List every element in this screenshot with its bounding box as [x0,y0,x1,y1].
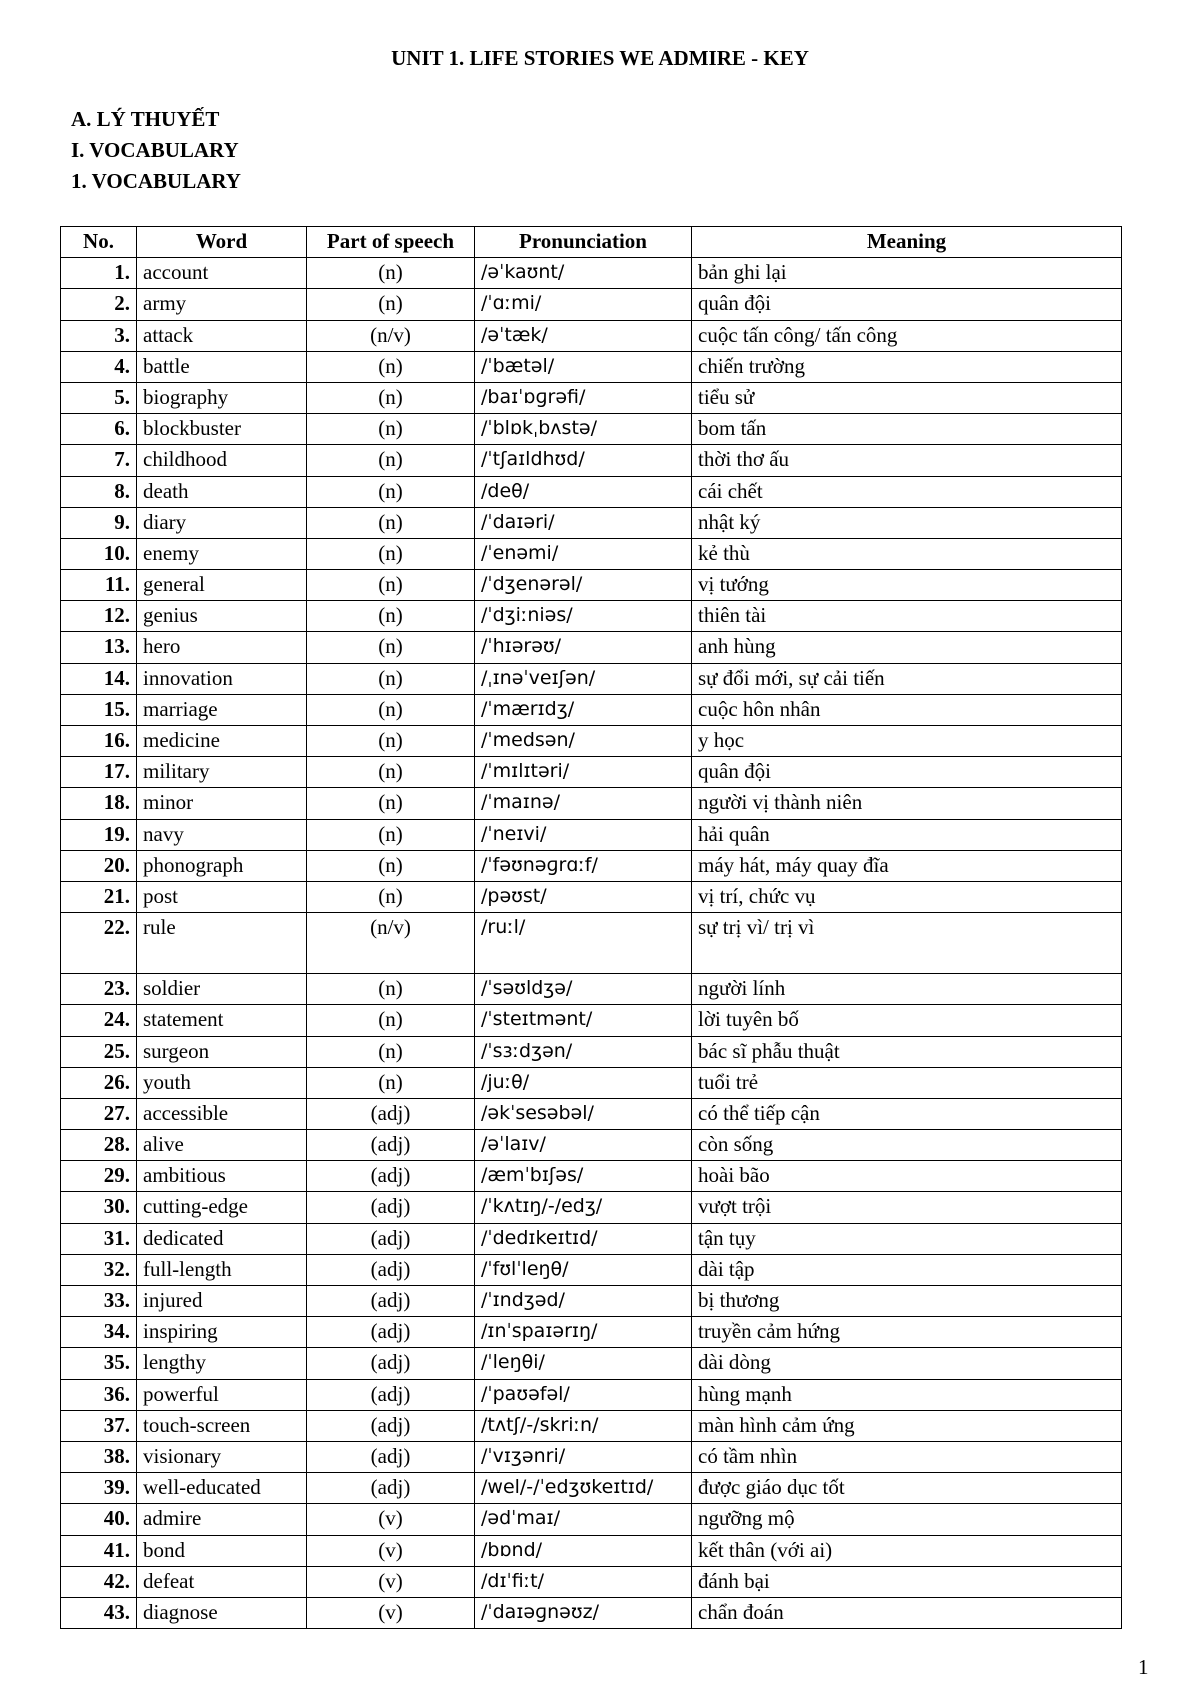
pronunciation-cell: /ˈenəmi/ [475,538,692,569]
row-number: 3. [61,320,137,351]
part-of-speech-cell: (adj) [307,1473,475,1504]
part-of-speech-cell: (n) [307,757,475,788]
page-title: UNIT 1. LIFE STORIES WE ADMIRE - KEY [391,46,809,70]
header-part-of-speech: Part of speech [307,227,475,258]
word-cell: lengthy [137,1348,307,1379]
part-of-speech-cell: (n) [307,570,475,601]
row-number: 43. [61,1597,137,1628]
pronunciation-cell: /ˈdʒiːniəs/ [475,601,692,632]
part-of-speech-cell: (n) [307,414,475,445]
meaning-cell: đánh bại [692,1566,1122,1597]
pronunciation-cell: /ruːl/ [475,913,692,974]
row-number: 27. [61,1098,137,1129]
word-cell: general [137,570,307,601]
meaning-cell: cuộc tấn công/ tấn công [692,320,1122,351]
row-number: 12. [61,601,137,632]
pronunciation-cell: /ˈsɜːdʒən/ [475,1036,692,1067]
pronunciation-cell: /ˈfəʊnəɡrɑːf/ [475,850,692,881]
row-number: 15. [61,694,137,725]
meaning-cell: vị trí, chức vụ [692,881,1122,912]
row-number: 19. [61,819,137,850]
part-of-speech-cell: (adj) [307,1130,475,1161]
row-number: 8. [61,476,137,507]
section-heading-theory: A. LÝ THUYẾT [71,107,220,131]
table-row [61,507,1122,538]
table-row [61,1441,1122,1472]
meaning-cell: vị tướng [692,570,1122,601]
part-of-speech-cell: (adj) [307,1223,475,1254]
pronunciation-cell: /dɪˈfiːt/ [475,1566,692,1597]
part-of-speech-cell: (n) [307,850,475,881]
pronunciation-cell: /ədˈmaɪ/ [475,1504,692,1535]
part-of-speech-cell: (n) [307,788,475,819]
meaning-cell: quân đội [692,289,1122,320]
row-number: 7. [61,445,137,476]
word-cell: phonograph [137,850,307,881]
word-cell: surgeon [137,1036,307,1067]
meaning-cell: bác sĩ phẫu thuật [692,1036,1122,1067]
part-of-speech-cell: (n) [307,1067,475,1098]
part-of-speech-cell: (n) [307,289,475,320]
word-cell: navy [137,819,307,850]
pronunciation-cell: /ˈpaʊəfəl/ [475,1379,692,1410]
meaning-cell: kẻ thù [692,538,1122,569]
pronunciation-cell: /ˈhɪərəʊ/ [475,632,692,663]
pronunciation-cell: /ˈdaɪəri/ [475,507,692,538]
table-row [61,1098,1122,1129]
row-number: 38. [61,1441,137,1472]
word-cell: statement [137,1005,307,1036]
section-heading-vocabulary: I. VOCABULARY [71,138,239,162]
pronunciation-cell: /ˌɪnəˈveɪʃən/ [475,663,692,694]
row-number: 34. [61,1317,137,1348]
meaning-cell: bom tấn [692,414,1122,445]
word-cell: genius [137,601,307,632]
row-number: 1. [61,258,137,289]
vocabulary-table [60,226,1122,1629]
word-cell: army [137,289,307,320]
meaning-cell: hoài bão [692,1161,1122,1192]
pronunciation-cell: /pəʊst/ [475,881,692,912]
pronunciation-cell: /bɒnd/ [475,1535,692,1566]
row-number: 28. [61,1130,137,1161]
pronunciation-cell: /ˈdʒenərəl/ [475,570,692,601]
table-row [61,445,1122,476]
part-of-speech-cell: (n) [307,974,475,1005]
pronunciation-cell: /ˈbætəl/ [475,351,692,382]
row-number: 24. [61,1005,137,1036]
pronunciation-cell: /ˈdaɪəɡnəʊz/ [475,1597,692,1628]
word-cell: post [137,881,307,912]
table-row [61,974,1122,1005]
word-cell: soldier [137,974,307,1005]
word-cell: full-length [137,1254,307,1285]
table-row [61,1535,1122,1566]
meaning-cell: tiểu sử [692,382,1122,413]
part-of-speech-cell: (adj) [307,1379,475,1410]
pronunciation-cell: /juːθ/ [475,1067,692,1098]
meaning-cell: ngưỡng mộ [692,1504,1122,1535]
word-cell: medicine [137,726,307,757]
pronunciation-cell: /deθ/ [475,476,692,507]
part-of-speech-cell: (adj) [307,1441,475,1472]
pronunciation-cell: /əˈlaɪv/ [475,1130,692,1161]
word-cell: bond [137,1535,307,1566]
part-of-speech-cell: (v) [307,1535,475,1566]
word-cell: minor [137,788,307,819]
row-number: 23. [61,974,137,1005]
pronunciation-cell: /ˈfʊlˈleŋθ/ [475,1254,692,1285]
meaning-cell: thời thơ ấu [692,445,1122,476]
meaning-cell: dài dòng [692,1348,1122,1379]
part-of-speech-cell: (v) [307,1566,475,1597]
word-cell: accessible [137,1098,307,1129]
part-of-speech-cell: (v) [307,1597,475,1628]
pronunciation-cell: /ˈtʃaɪldhʊd/ [475,445,692,476]
table-row [61,632,1122,663]
pronunciation-cell: /wel/-/ˈedʒʊkeɪtɪd/ [475,1473,692,1504]
table-row [61,289,1122,320]
part-of-speech-cell: (n) [307,663,475,694]
meaning-cell: anh hùng [692,632,1122,663]
table-row [61,1161,1122,1192]
part-of-speech-cell: (n) [307,382,475,413]
part-of-speech-cell: (adj) [307,1161,475,1192]
meaning-cell: máy hát, máy quay đĩa [692,850,1122,881]
part-of-speech-cell: (n) [307,258,475,289]
table-row [61,1036,1122,1067]
table-row [61,819,1122,850]
table-row [61,1410,1122,1441]
meaning-cell: bị thương [692,1286,1122,1317]
word-cell: childhood [137,445,307,476]
row-number: 35. [61,1348,137,1379]
subsection-heading-vocabulary: 1. VOCABULARY [71,169,241,193]
pronunciation-cell: /ˈmaɪnə/ [475,788,692,819]
meaning-cell: tận tụy [692,1223,1122,1254]
table-row [61,663,1122,694]
pronunciation-cell: /ˈɪndʒəd/ [475,1286,692,1317]
meaning-cell: hải quân [692,819,1122,850]
pronunciation-cell: /ˈmedsən/ [475,726,692,757]
meaning-cell: nhật ký [692,507,1122,538]
pronunciation-cell: /ɪnˈspaɪərɪŋ/ [475,1317,692,1348]
pronunciation-cell: /əkˈsesəbəl/ [475,1098,692,1129]
meaning-cell: có tầm nhìn [692,1441,1122,1472]
word-cell: injured [137,1286,307,1317]
meaning-cell: vượt trội [692,1192,1122,1223]
meaning-cell: bản ghi lại [692,258,1122,289]
row-number: 14. [61,663,137,694]
table-row [61,320,1122,351]
meaning-cell: hùng mạnh [692,1379,1122,1410]
table-row [61,694,1122,725]
meaning-cell: sự trị vì/ trị vì [692,913,1122,974]
meaning-cell: quân đội [692,757,1122,788]
meaning-cell: truyền cảm hứng [692,1317,1122,1348]
page-number: 1 [1138,1655,1149,1679]
pronunciation-cell: /ˈɑːmi/ [475,289,692,320]
row-number: 22. [61,913,137,974]
pronunciation-cell: /tʌtʃ/-/skriːn/ [475,1410,692,1441]
part-of-speech-cell: (n) [307,445,475,476]
word-cell: hero [137,632,307,663]
table-row [61,414,1122,445]
header-word: Word [137,227,307,258]
meaning-cell: lời tuyên bố [692,1005,1122,1036]
word-cell: powerful [137,1379,307,1410]
word-cell: blockbuster [137,414,307,445]
pronunciation-cell: /ˈdedɪkeɪtɪd/ [475,1223,692,1254]
part-of-speech-cell: (n/v) [307,913,475,974]
table-row [61,1286,1122,1317]
part-of-speech-cell: (adj) [307,1098,475,1129]
meaning-cell: cuộc hôn nhân [692,694,1122,725]
row-number: 11. [61,570,137,601]
table-row [61,1379,1122,1410]
word-cell: death [137,476,307,507]
word-cell: innovation [137,663,307,694]
word-cell: account [137,258,307,289]
row-number: 33. [61,1286,137,1317]
word-cell: marriage [137,694,307,725]
word-cell: diagnose [137,1597,307,1628]
part-of-speech-cell: (n) [307,632,475,663]
meaning-cell: còn sống [692,1130,1122,1161]
pronunciation-cell: /ˈmɪlɪtəri/ [475,757,692,788]
word-cell: well-educated [137,1473,307,1504]
table-row [61,850,1122,881]
meaning-cell: chẩn đoán [692,1597,1122,1628]
row-number: 37. [61,1410,137,1441]
pronunciation-cell: /ˈsəʊldʒə/ [475,974,692,1005]
word-cell: inspiring [137,1317,307,1348]
row-number: 32. [61,1254,137,1285]
row-number: 40. [61,1504,137,1535]
word-cell: enemy [137,538,307,569]
table-row [61,881,1122,912]
word-cell: touch-screen [137,1410,307,1441]
row-number: 36. [61,1379,137,1410]
row-number: 5. [61,382,137,413]
row-number: 31. [61,1223,137,1254]
part-of-speech-cell: (n) [307,351,475,382]
meaning-cell: chiến trường [692,351,1122,382]
table-row [61,1317,1122,1348]
meaning-cell: dài tập [692,1254,1122,1285]
row-number: 16. [61,726,137,757]
word-cell: cutting-edge [137,1192,307,1223]
part-of-speech-cell: (n/v) [307,320,475,351]
word-cell: visionary [137,1441,307,1472]
row-number: 30. [61,1192,137,1223]
row-number: 20. [61,850,137,881]
word-cell: battle [137,351,307,382]
table-row [61,601,1122,632]
word-cell: military [137,757,307,788]
row-number: 26. [61,1067,137,1098]
part-of-speech-cell: (n) [307,881,475,912]
part-of-speech-cell: (n) [307,538,475,569]
part-of-speech-cell: (v) [307,1504,475,1535]
header-meaning: Meaning [692,227,1122,258]
word-cell: diary [137,507,307,538]
word-cell: biography [137,382,307,413]
row-number: 42. [61,1566,137,1597]
part-of-speech-cell: (adj) [307,1317,475,1348]
pronunciation-cell: /ˈneɪvi/ [475,819,692,850]
meaning-cell: sự đổi mới, sự cải tiến [692,663,1122,694]
pronunciation-cell: /ˈmærɪdʒ/ [475,694,692,725]
part-of-speech-cell: (adj) [307,1286,475,1317]
part-of-speech-cell: (n) [307,1005,475,1036]
table-row [61,1348,1122,1379]
word-cell: defeat [137,1566,307,1597]
header-no: No. [61,227,137,258]
word-cell: attack [137,320,307,351]
meaning-cell: người lính [692,974,1122,1005]
meaning-cell: thiên tài [692,601,1122,632]
table-row [61,570,1122,601]
part-of-speech-cell: (adj) [307,1348,475,1379]
word-cell: rule [137,913,307,974]
pronunciation-cell: /əˈtæk/ [475,320,692,351]
meaning-cell: màn hình cảm ứng [692,1410,1122,1441]
table-row [61,1192,1122,1223]
pronunciation-cell: /ˈvɪʒənri/ [475,1441,692,1472]
part-of-speech-cell: (adj) [307,1410,475,1441]
row-number: 2. [61,289,137,320]
row-number: 41. [61,1535,137,1566]
part-of-speech-cell: (n) [307,601,475,632]
table-row [61,538,1122,569]
pronunciation-cell: /ˈblɒkˌbʌstə/ [475,414,692,445]
table-row [61,726,1122,757]
pronunciation-cell: /æmˈbɪʃəs/ [475,1161,692,1192]
part-of-speech-cell: (n) [307,819,475,850]
word-cell: youth [137,1067,307,1098]
row-number: 9. [61,507,137,538]
meaning-cell: cái chết [692,476,1122,507]
table-row [61,913,1122,974]
part-of-speech-cell: (n) [307,694,475,725]
vocabulary-table-body [61,258,1122,1629]
row-number: 13. [61,632,137,663]
part-of-speech-cell: (n) [307,476,475,507]
table-row [61,1504,1122,1535]
word-cell: ambitious [137,1161,307,1192]
part-of-speech-cell: (n) [307,507,475,538]
table-row [61,757,1122,788]
table-row [61,1005,1122,1036]
table-row [61,1130,1122,1161]
table-row [61,1597,1122,1628]
word-cell: admire [137,1504,307,1535]
table-row [61,1223,1122,1254]
table-row [61,1473,1122,1504]
row-number: 29. [61,1161,137,1192]
table-row [61,788,1122,819]
part-of-speech-cell: (n) [307,726,475,757]
row-number: 25. [61,1036,137,1067]
pronunciation-cell: /ˈleŋθi/ [475,1348,692,1379]
meaning-cell: người vị thành niên [692,788,1122,819]
row-number: 4. [61,351,137,382]
table-header-row [61,227,1122,258]
meaning-cell: y học [692,726,1122,757]
table-row [61,1067,1122,1098]
part-of-speech-cell: (adj) [307,1254,475,1285]
meaning-cell: kết thân (với ai) [692,1535,1122,1566]
pronunciation-cell: /ˈkʌtɪŋ/-/edʒ/ [475,1192,692,1223]
row-number: 39. [61,1473,137,1504]
row-number: 18. [61,788,137,819]
table-row [61,1566,1122,1597]
word-cell: alive [137,1130,307,1161]
table-row [61,258,1122,289]
part-of-speech-cell: (n) [307,1036,475,1067]
meaning-cell: được giáo dục tốt [692,1473,1122,1504]
table-row [61,382,1122,413]
row-number: 6. [61,414,137,445]
pronunciation-cell: /ˈsteɪtmənt/ [475,1005,692,1036]
pronunciation-cell: /əˈkaʊnt/ [475,258,692,289]
table-row [61,1254,1122,1285]
word-cell: dedicated [137,1223,307,1254]
table-row [61,476,1122,507]
meaning-cell: tuổi trẻ [692,1067,1122,1098]
row-number: 10. [61,538,137,569]
part-of-speech-cell: (adj) [307,1192,475,1223]
row-number: 17. [61,757,137,788]
meaning-cell: có thể tiếp cận [692,1098,1122,1129]
table-row [61,351,1122,382]
pronunciation-cell: /baɪˈɒɡrəfi/ [475,382,692,413]
row-number: 21. [61,881,137,912]
header-pronunciation: Pronunciation [475,227,692,258]
